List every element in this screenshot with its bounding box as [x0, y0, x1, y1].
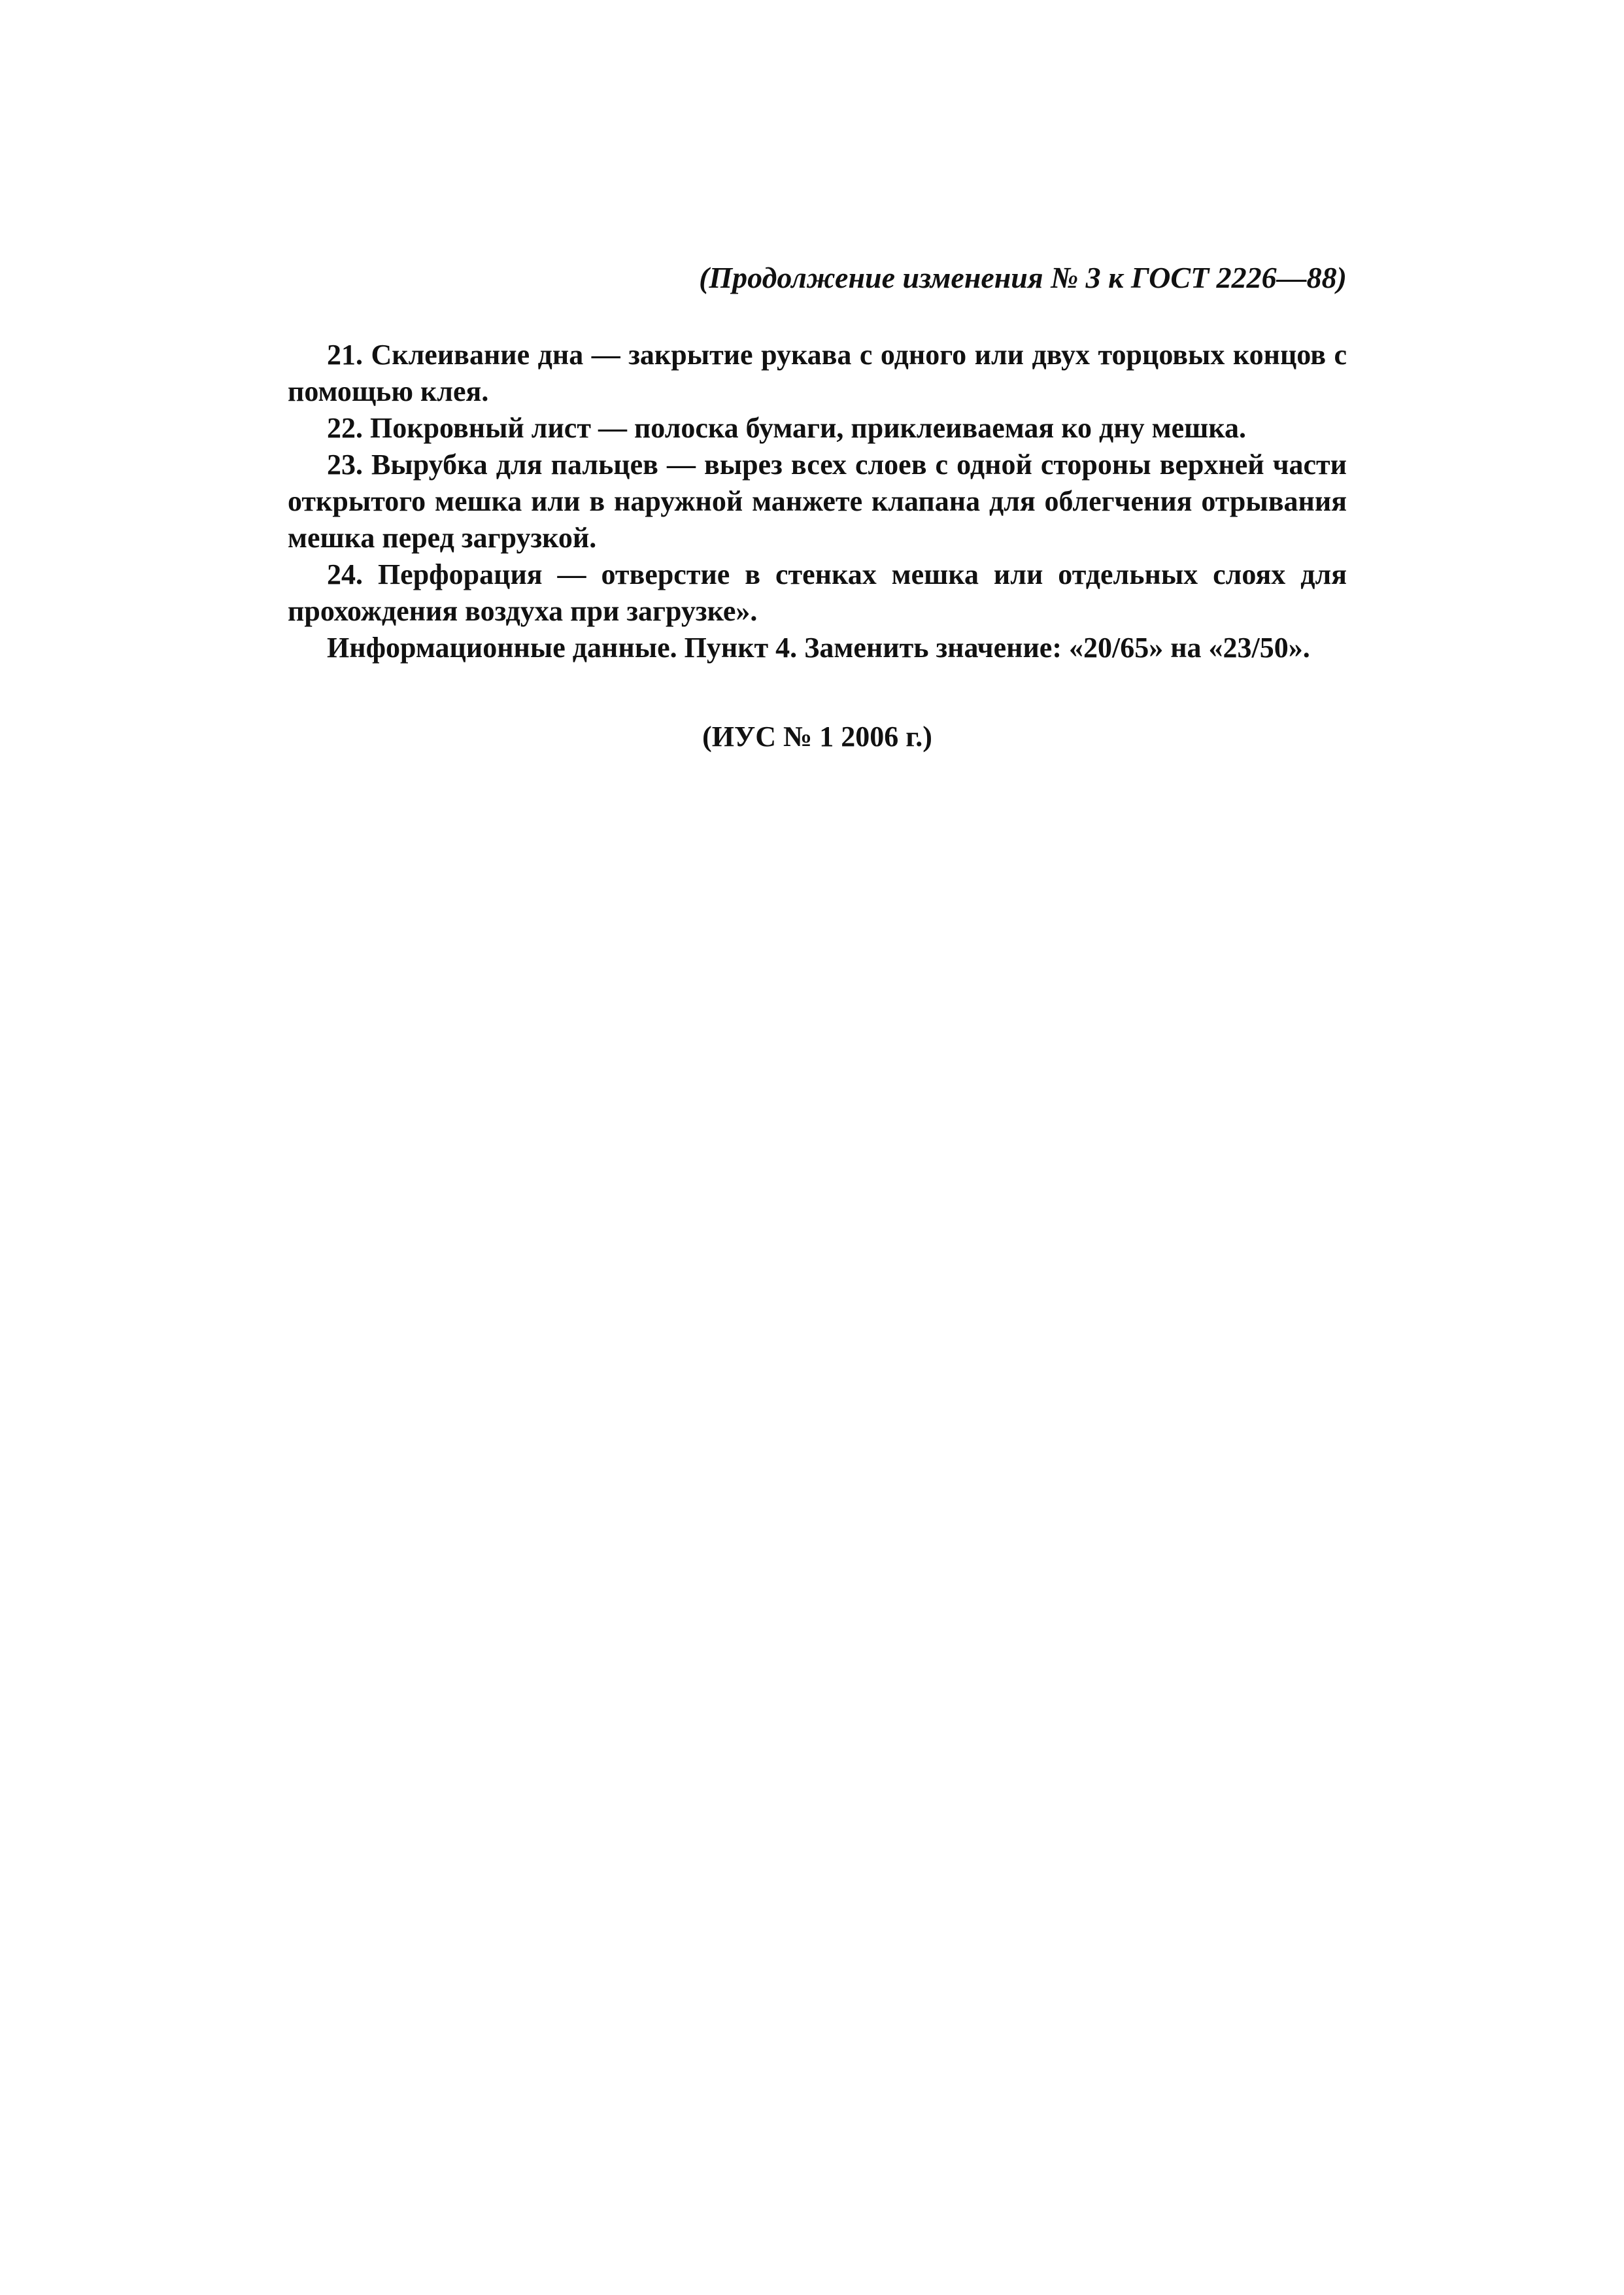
paragraph-22: 22. Покровный лист — полоска бумаги, приклеиваемая ко дну мешка. — [327, 412, 1246, 444]
info-data-paragraph: Информационные данные. Пункт 4. Заменить значение: «20/65» на «23/50». — [327, 632, 1310, 664]
ius-reference: (ИУС № 1 2006 г.) — [702, 721, 932, 753]
paragraph-23: 23. Вырубка для пальцев — вырез всех слоев с одной стороны верхней части открытого мешка или в наружной манжете клапана для облегчения отрывания мешка перед загрузкой. — [288, 449, 1347, 554]
continuation-header: (Продолжение изменения № 3 к ГОСТ 2226—88) — [699, 261, 1347, 294]
paragraph-21: 21. Склеивание дна — закрытие рукава с одного или двух торцовых концов с помощью клея. — [288, 339, 1347, 407]
paragraph-24: 24. Перфорация — отверстие в стенках мешка или отдельных слоях для прохождения воздуха при загрузке». — [288, 558, 1347, 627]
document-body — [288, 258, 1347, 755]
